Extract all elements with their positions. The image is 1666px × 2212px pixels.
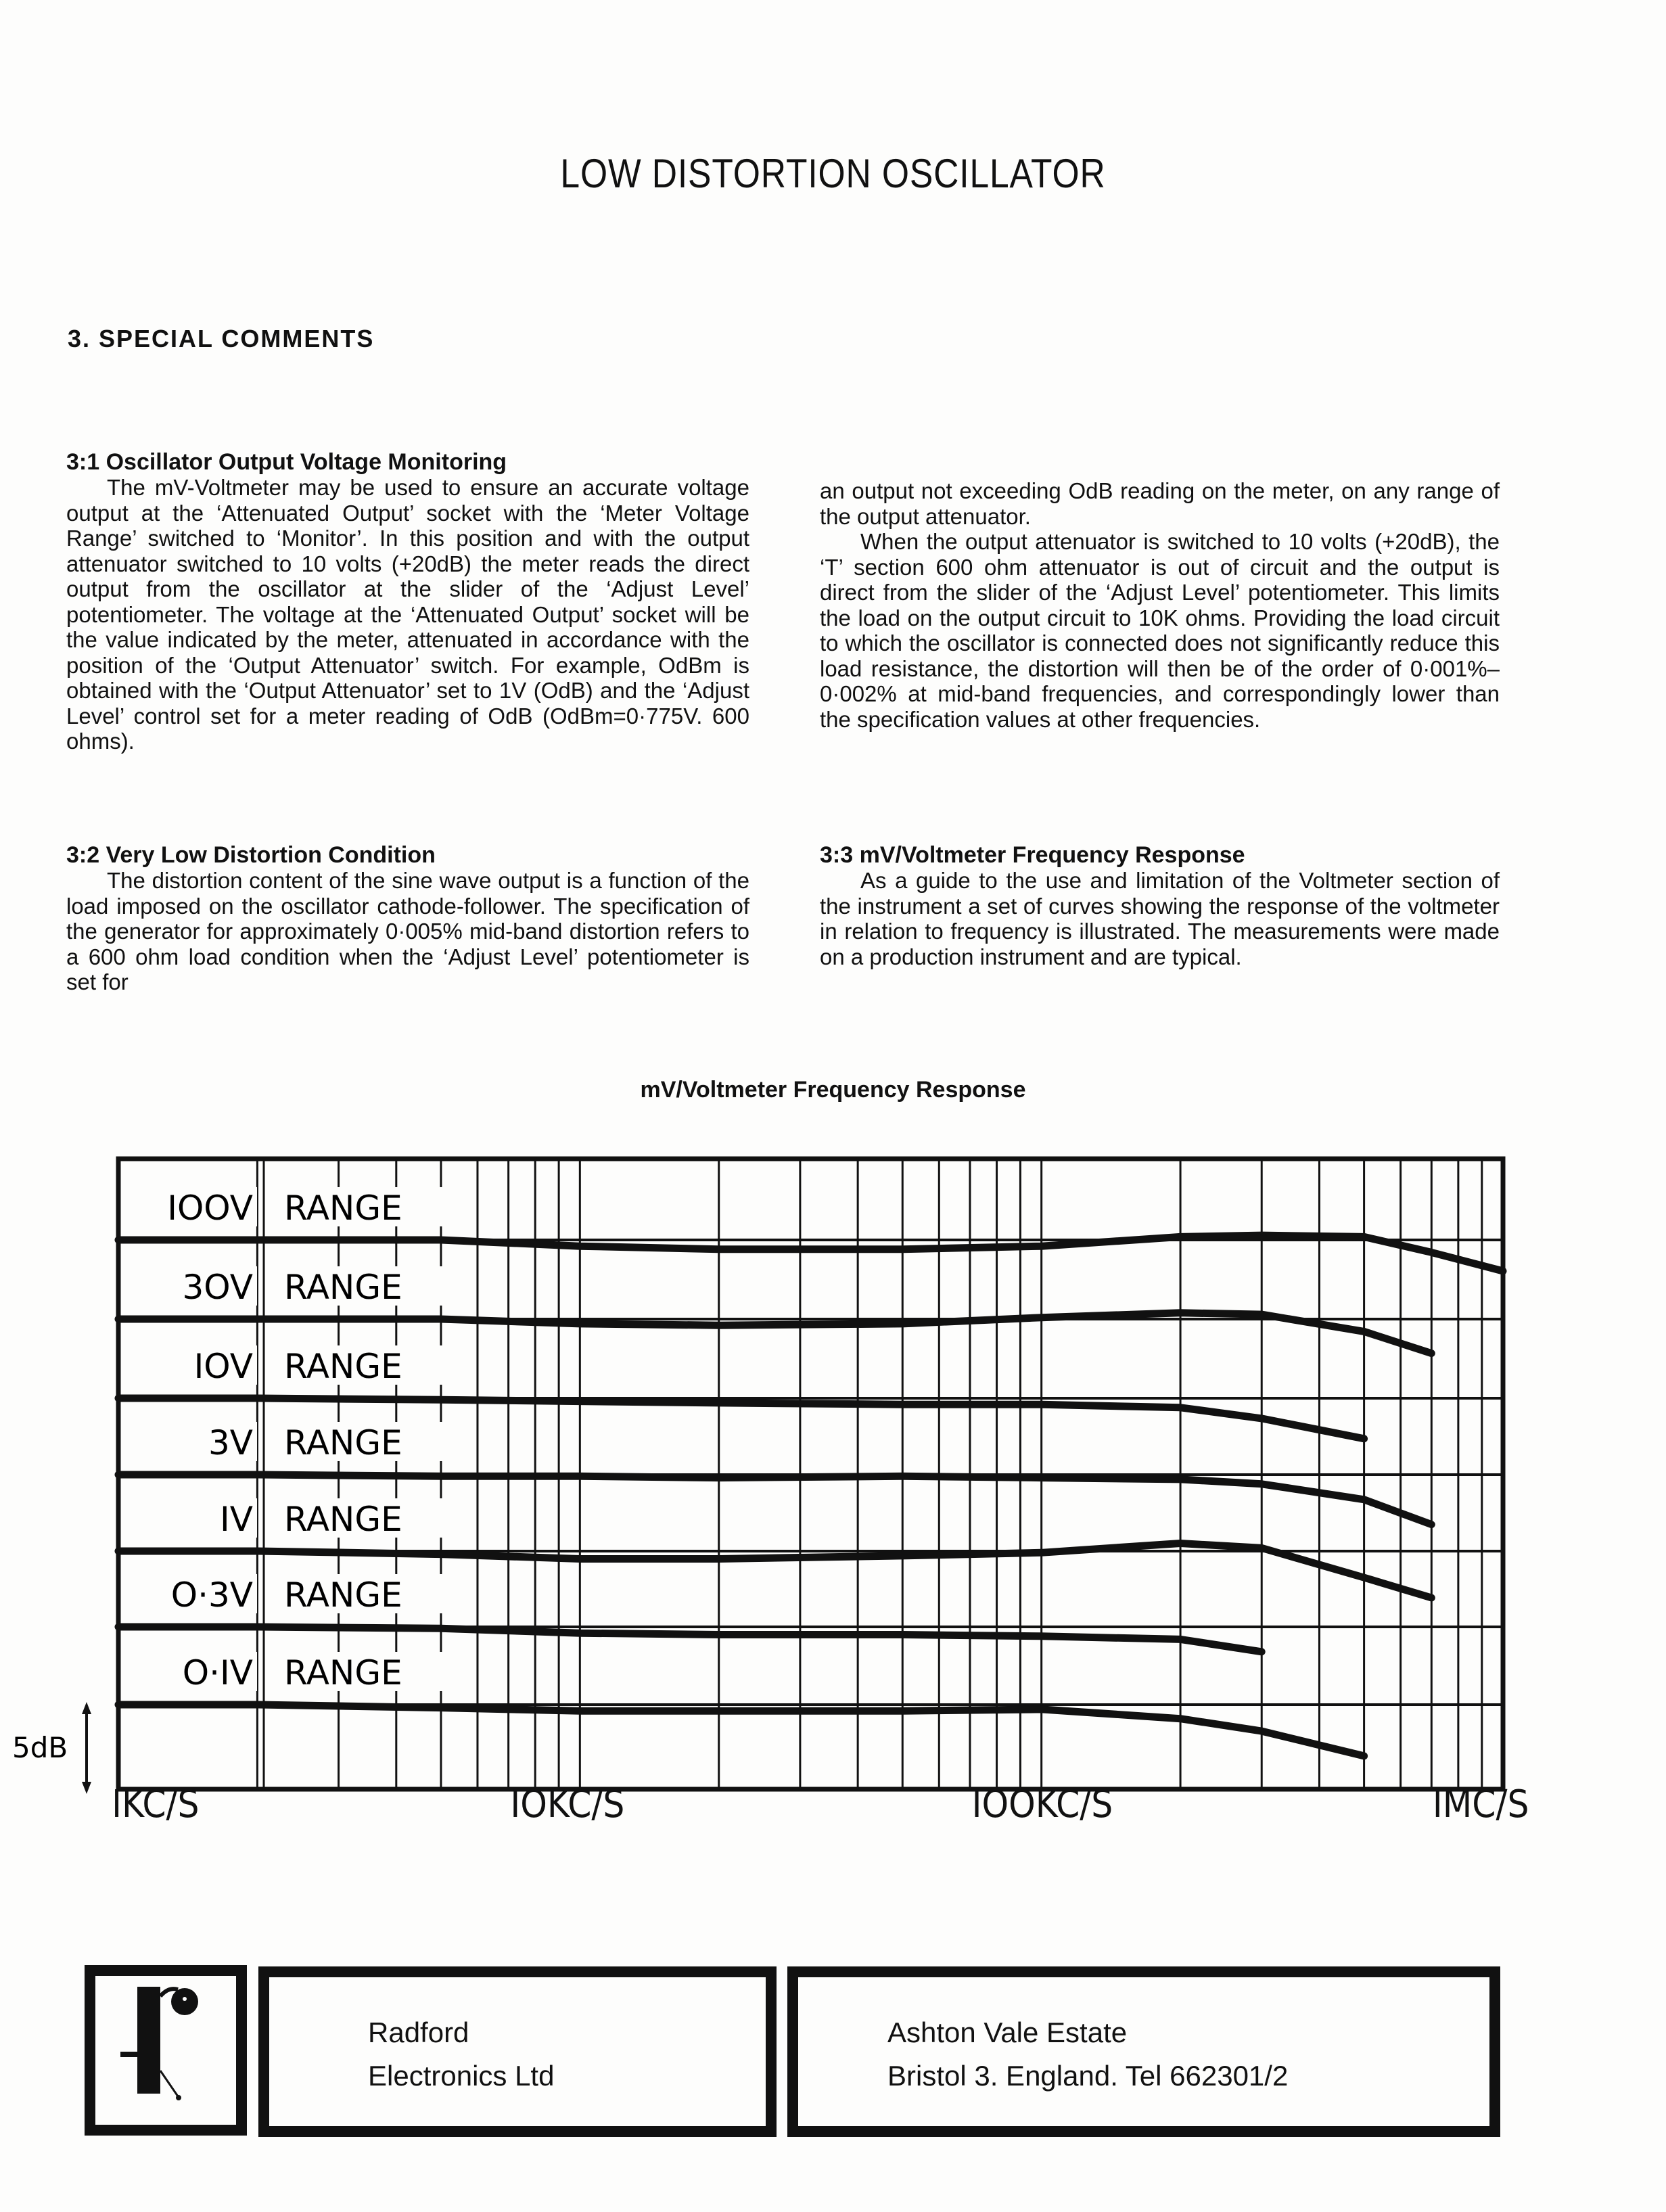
range-word-label: RANGE xyxy=(284,1347,402,1386)
section-3-1 xyxy=(66,449,749,754)
range-voltage-label: 3V xyxy=(208,1423,253,1462)
company-address-box xyxy=(787,1966,1500,2137)
section-3-3 xyxy=(820,842,1500,969)
x-tick-1mcs: IMC/S xyxy=(1432,1782,1529,1826)
section-3-1-body: The mV-Voltmeter may be used to ensure an accurate voltage output at the ‘Attenuated Output’ socket with the ‘Meter Voltage Range’ switched to ‘Monitor’. In this position and with the output attenuator switched to 10 volts (+20dB) the meter reads the direct output from the oscillator at the slider of the ‘Adjust Level’ potentiometer. The voltage at the ‘Attenuated Output’ socket will be the value indicated by the meter, attenuated in accordance with the position of the ‘Output Attenuator’ switch. For example, OdBm is obtained with the ‘Output Attenuator’ set to 1V (OdB) and the ‘Adjust Level’ control set for a meter reading of OdB (OdBm=0·775V. 600 ohms). xyxy=(66,475,749,754)
x-tick-1kcs: IKC/S xyxy=(112,1782,200,1826)
address-line-2: Bristol 3. England. Tel 662301/2 xyxy=(887,2060,1289,2092)
range-word-label: RANGE xyxy=(284,1653,402,1692)
section-3-1-heading: 3:1 Oscillator Output Voltage Monitoring xyxy=(66,449,507,475)
range-word-label: RANGE xyxy=(284,1575,402,1615)
response-curve xyxy=(118,1627,1262,1652)
range-voltage-label: O·3V xyxy=(170,1575,253,1615)
x-tick-100kcs: IOOKC/S xyxy=(971,1782,1113,1826)
section-heading: 3. SPECIAL COMMENTS xyxy=(68,325,375,352)
section-3-2-continued-para2: When the output attenuator is switched to 10 volts (+20dB), the ‘T’ section 600 ohm attenuator is out of circuit and the output is direct from the slider of the ‘Adjust Level’ potentiometer. This limits the load on the output circuit to 10K ohms. Providing the load circuit to which the oscillator is connected does not significantly reduce this load resistance, the distortion will then be of the order of 0·001%–0·002% at mid-band frequencies, and correspondingly lower than the specification values at other frequencies. xyxy=(820,529,1500,732)
section-3-3-heading: 3:3 mV/Voltmeter Frequency Response xyxy=(820,842,1245,868)
chart-title: mV/Voltmeter Frequency Response xyxy=(640,1077,1026,1103)
section-3-2-heading: 3:2 Very Low Distortion Condition xyxy=(66,842,436,868)
range-voltage-label: O·IV xyxy=(182,1653,253,1692)
range-voltage-label: IOV xyxy=(193,1347,253,1386)
page-title: LOW DISTORTION OSCILLATOR xyxy=(560,151,1106,196)
company-suffix: Electronics Ltd xyxy=(368,2060,555,2092)
company-name-box xyxy=(258,1966,777,2137)
range-word-label: RANGE xyxy=(284,1500,402,1539)
section-3-2-body: The distortion content of the sine wave output is a function of the load imposed on the oscillator cathode-follower. The specification of the generator for approximately 0·005% mid-band distortion refers to a 600 ohm load condition when the ‘Adjust Level’ potentiometer is set for xyxy=(66,868,749,994)
range-voltage-label: IOOV xyxy=(167,1189,253,1228)
arrow-up-icon xyxy=(82,1702,91,1714)
range-voltage-label: IV xyxy=(220,1500,253,1539)
company-logo xyxy=(85,1965,247,2136)
frequency-response-chart xyxy=(0,1136,1666,1799)
section-3-2-continued-para1: an output not exceeding OdB reading on the meter, on any range of the output attenuator. xyxy=(820,478,1500,529)
range-word-label: RANGE xyxy=(284,1189,402,1228)
range-word-label: RANGE xyxy=(284,1268,402,1307)
address-line-1: Ashton Vale Estate xyxy=(887,2017,1128,2048)
arrow-down-icon xyxy=(82,1782,91,1794)
scale-label: 5dB xyxy=(12,1731,68,1764)
range-voltage-label: 3OV xyxy=(182,1268,253,1307)
chart-range-labels xyxy=(124,1187,446,1692)
range-word-label: RANGE xyxy=(284,1423,402,1462)
radford-logo-icon xyxy=(95,1976,236,2125)
response-curve xyxy=(118,1705,1364,1756)
x-tick-10kcs: IOKC/S xyxy=(510,1782,625,1826)
chart-5db-scale xyxy=(12,1702,91,1794)
section-3-2-continued xyxy=(820,478,1500,732)
company-name: Radford xyxy=(368,2017,469,2048)
section-3-2 xyxy=(66,842,749,995)
section-3-3-body: As a guide to the use and limitation of the Voltmeter section of the instrument a set of curves showing the response of the voltmeter in relation to frequency is illustrated. The measurements were made on a production instrument and are typical. xyxy=(820,868,1500,969)
